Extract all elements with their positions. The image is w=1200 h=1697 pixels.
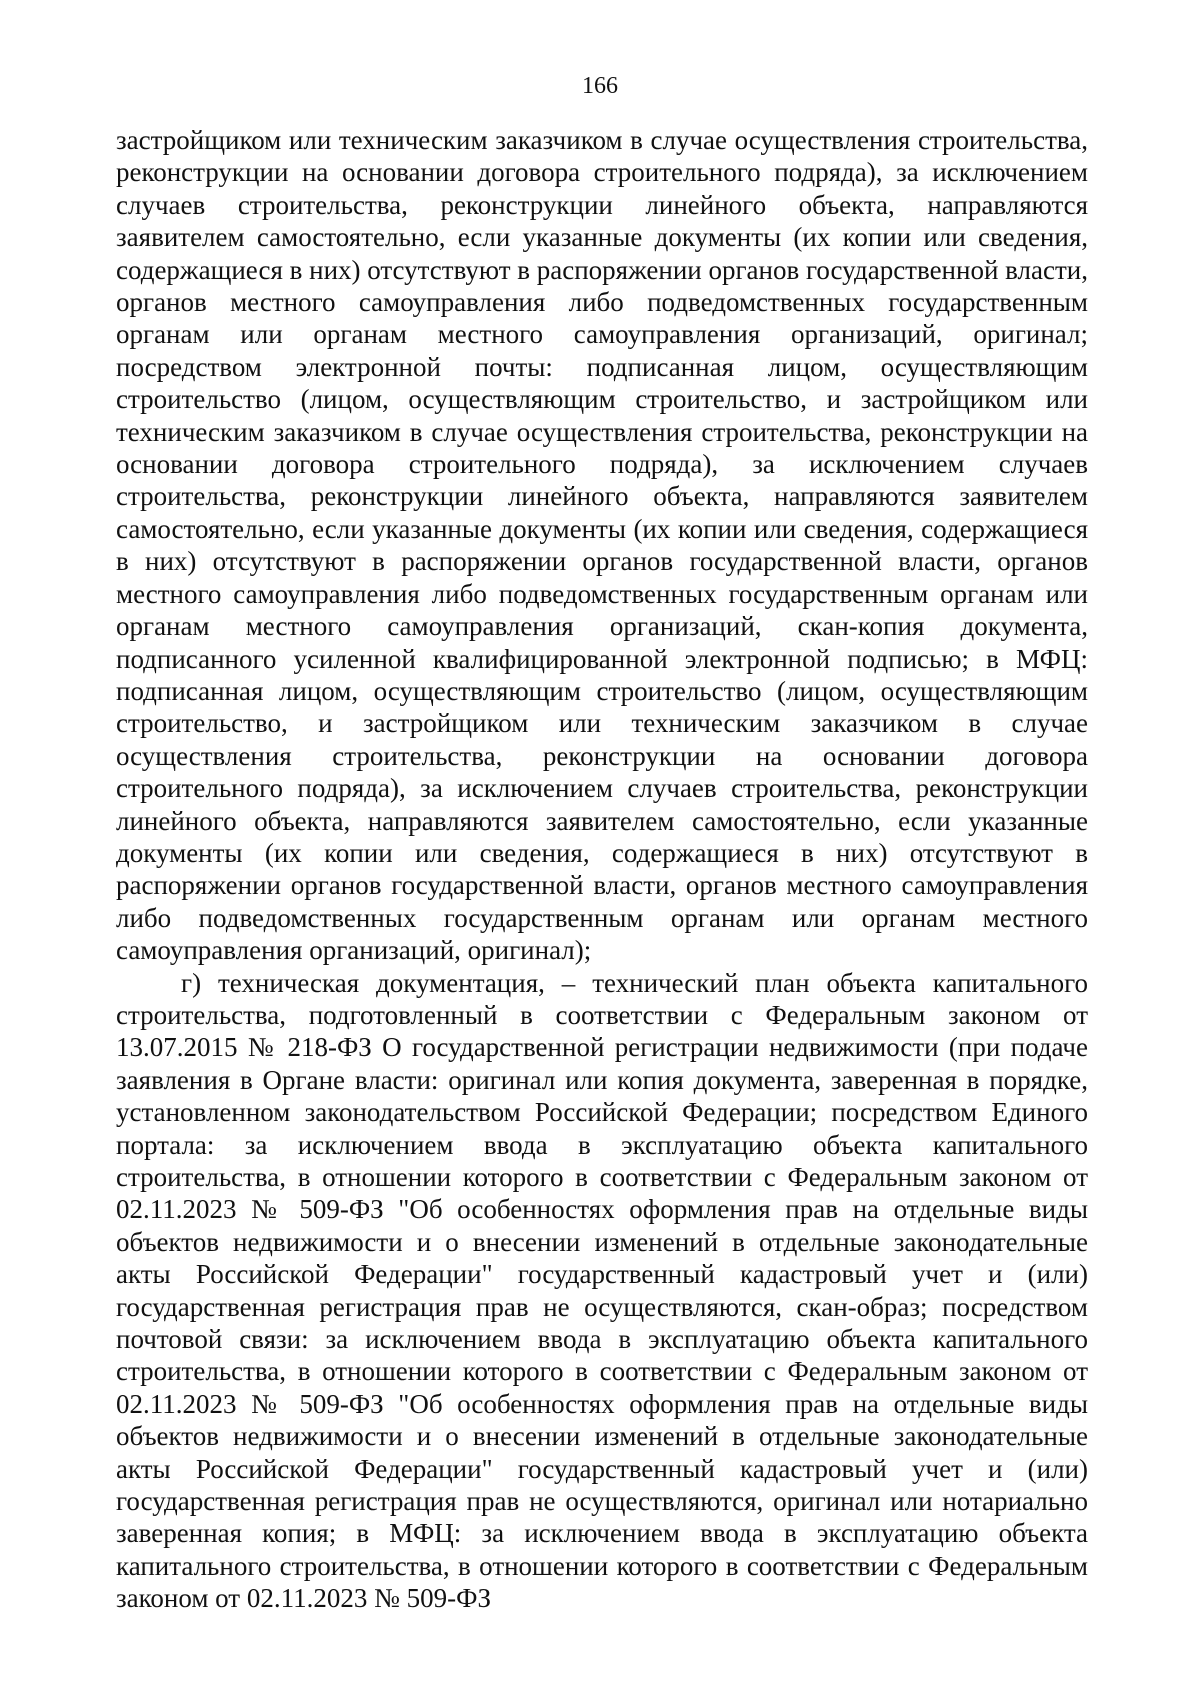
- paragraph-item-g: г) техническая документация, – технический план объекта капитального строительства, подготовленный в соответствии с Федеральным законом от 13.07.2015 № 218-ФЗ О государственной регистрации недвижимости (при подаче заявления в Органе власти: оригинал или копия документа, заверенная в порядке, установленном законодательством Российской Федерации; посредством Единого портала: за исключением ввода в эксплуатацию объекта капитального строительства, в отношении которого в соответствии с Федеральным законом от 02.11.2023 № 509-ФЗ "Об особенностях оформления прав на отдельные виды объектов недвижимости и о внесении изменений в отдельные законодательные акты Российской Федерации" государственный кадастровый учет и (или) государственная регистрация прав не осуществляются, скан-образ; посредством почтовой связи: за исключением ввода в эксплуатацию объекта капитального строительства, в отношении которого в соответствии с Федеральным законом от 02.11.2023 № 509-ФЗ "Об особенностях оформления прав на отдельные виды объектов недвижимости и о внесении изменений в отдельные законодательные акты Российской Федерации" государственный кадастровый учет и (или) государственная регистрация прав не осуществляются, оригинал или нотариально заверенная копия; в МФЦ: за исключением ввода в эксплуатацию объекта капитального строительства, в отношении которого в соответствии с Федеральным законом от 02.11.2023 № 509-ФЗ: [116, 967, 1088, 1614]
- page-number: 166: [582, 73, 618, 99]
- document-body: [116, 124, 1088, 1615]
- paragraph-continuation: застройщиком или техническим заказчиком в случае осуществления строительства, реконструкции на основании договора строительного подряда), за исключением случаев строительства, реконструкции линейного объекта, направляются заявителем самостоятельно, если указанные документы (их копии или сведения, содержащиеся в них) отсутствуют в распоряжении органов государственной власти, органов местного самоуправления либо подведомственных государственным органам или органам местного самоуправления организаций, оригинал; посредством электронной почты: подписанная лицом, осуществляющим строительство (лицом, осуществляющим строительство, и застройщиком или техническим заказчиком в случае осуществления строительства, реконструкции на основании договора строительного подряда), за исключением случаев строительства, реконструкции линейного объекта, направляются заявителем самостоятельно, если указанные документы (их копии или сведения, содержащиеся в них) отсутствуют в распоряжении органов государственной власти, органов местного самоуправления либо подведомственных государственным органам или органам местного самоуправления организаций, скан-копия документа, подписанного усиленной квалифицированной электронной подписью; в МФЦ: подписанная лицом, осуществляющим строительство (лицом, осуществляющим строительство, и застройщиком или техническим заказчиком в случае осуществления строительства, реконструкции на основании договора строительного подряда), за исключением случаев строительства, реконструкции линейного объекта, направляются заявителем самостоятельно, если указанные документы (их копии или сведения, содержащиеся в них) отсутствуют в распоряжении органов государственной власти, органов местного самоуправления либо подведомственных государственным органам или органам местного самоуправления организаций, оригинал);: [116, 125, 1088, 966]
